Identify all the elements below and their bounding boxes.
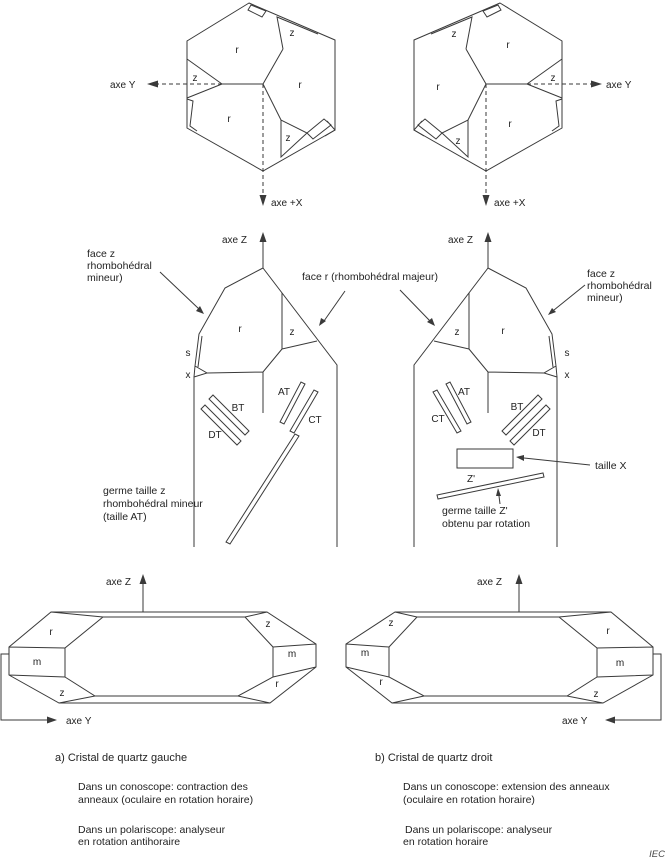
cut-label-ct: CT xyxy=(431,414,445,425)
germ-rotation-annotation-line2: obtenu par rotation xyxy=(442,518,531,530)
bottom-crystal-outline xyxy=(1,582,316,720)
bottom-left-crystal-view xyxy=(1,574,316,727)
face-label-z: z xyxy=(265,619,271,630)
germ-annotation-line3: (taille AT) xyxy=(103,511,147,523)
face-label-z: z xyxy=(289,28,295,39)
axe-y-arrowhead xyxy=(47,717,57,724)
bottom-crystal-geometry-mirrored xyxy=(346,574,661,724)
axe-y-label: axe Y xyxy=(606,80,632,91)
taille-x-label: taille X xyxy=(595,460,627,472)
axe-z-label: axe Z xyxy=(448,235,474,246)
top-right-hexagon-view xyxy=(414,3,632,209)
axe-plus-x-label: axe +X xyxy=(271,198,303,209)
face-label-z: z xyxy=(285,133,291,144)
left-caption-title: a) Cristal de quartz gauche xyxy=(55,752,188,764)
crystal-side-outline xyxy=(194,240,337,547)
hexagon-geometry xyxy=(147,3,335,206)
germ-rotation-annotation-line1: germe taille Z' xyxy=(442,505,508,517)
axe-y-label: axe Y xyxy=(110,80,136,91)
right-polariscope-line2: en rotation horaire xyxy=(403,836,489,848)
face-label-s: s xyxy=(185,348,191,359)
axe-z-arrowhead xyxy=(140,574,147,584)
axis-dashed-lines xyxy=(158,84,263,195)
left-conoscope-line2: anneaux (oculaire en rotation horaire) xyxy=(78,794,254,806)
face-label-r: r xyxy=(501,326,505,337)
face-label-r: r xyxy=(227,114,231,125)
axe-z-arrowhead xyxy=(260,232,267,242)
cut-label-at: AT xyxy=(277,387,291,398)
face-label-r: r xyxy=(379,677,383,688)
axe-y-arrowhead xyxy=(147,81,158,88)
face-label-z: z xyxy=(388,618,394,629)
face-label-r: r xyxy=(238,324,242,335)
iec-credit: IEC xyxy=(649,849,665,860)
axe-z-label: axe Z xyxy=(106,577,132,588)
cut-label-ct: CT xyxy=(308,415,322,426)
face-label-z: z xyxy=(192,73,198,84)
taille-x-arrowhead xyxy=(516,455,524,461)
z-prime-arrowhead xyxy=(496,488,501,496)
face-label-r: r xyxy=(235,45,239,56)
z-prime-germ-bar xyxy=(437,473,544,499)
germ-annotation-line2: rhombohédral mineur xyxy=(103,498,203,510)
right-conoscope-line2: (oculaire en rotation horaire) xyxy=(403,794,535,806)
axe-y-label: axe Y xyxy=(66,716,92,727)
cut-label-dt: DT xyxy=(208,430,222,441)
top-left-hexagon-view xyxy=(110,3,335,209)
captions xyxy=(55,752,665,860)
face-label-m: m xyxy=(360,648,370,659)
axe-y-label: axe Y xyxy=(562,716,588,727)
face-z-left-leader-line xyxy=(160,272,199,309)
face-label-r: r xyxy=(298,80,302,91)
germ-seed-bar xyxy=(226,434,299,544)
bottom-right-crystal-view xyxy=(346,574,661,727)
face-z-right-annotation-line2: rhombohédral xyxy=(587,280,652,292)
germ-annotation-line1: germe taille z xyxy=(103,485,166,497)
ct-cut-bar xyxy=(290,390,318,433)
face-label-r: r xyxy=(508,119,512,130)
face-z-left-annotation-line1: face z xyxy=(87,248,116,260)
face-z-right-annotation-line3: mineur) xyxy=(587,292,623,304)
axe-z-label: axe Z xyxy=(477,577,503,588)
face-label-s: s xyxy=(564,348,570,359)
axe-plus-x-label: axe +X xyxy=(494,198,526,209)
face-label-x: x xyxy=(185,370,191,381)
face-label-x: x xyxy=(564,370,570,381)
bottom-crystal-geometry xyxy=(1,574,316,724)
taille-x-blank xyxy=(457,449,513,468)
right-polariscope-line1: Dans un polariscope: analyseur xyxy=(405,824,553,836)
cut-label-bt: BT xyxy=(510,402,524,413)
face-z-right-leader-line xyxy=(554,285,585,310)
face-r-left-leader-line xyxy=(324,291,345,321)
left-conoscope-line1: Dans un conoscope: contraction des xyxy=(78,781,248,793)
hexagon-outline xyxy=(187,3,335,171)
face-label-r: r xyxy=(436,82,440,93)
face-label-m: m xyxy=(32,657,42,668)
face-label-z: z xyxy=(451,29,457,40)
face-label-m: m xyxy=(615,658,625,669)
face-r-right-leader-line xyxy=(400,290,430,321)
face-label-r: r xyxy=(506,40,510,51)
cut-label-at: AT xyxy=(457,387,471,398)
face-z-right-annotation-line1: face z xyxy=(587,268,616,280)
left-polariscope-line1: Dans un polariscope: analyseur xyxy=(78,824,226,836)
face-label-r: r xyxy=(606,626,610,637)
z-prime-label: Z' xyxy=(466,474,476,485)
cut-label-bt: BT xyxy=(231,403,245,414)
z-prime-leader-line xyxy=(499,496,500,504)
face-label-z: z xyxy=(593,689,599,700)
axe-x-arrowhead xyxy=(260,195,267,206)
face-annotations xyxy=(87,248,652,326)
cut-label-dt: DT xyxy=(532,428,546,439)
face-label-m: m xyxy=(287,649,297,660)
face-z-left-annotation-line3: mineur) xyxy=(87,272,123,284)
face-label-z: z xyxy=(454,327,460,338)
face-z-left-annotation-line2: rhombohédral xyxy=(87,260,152,272)
face-label-z: z xyxy=(550,73,556,84)
face-label-r: r xyxy=(275,679,279,690)
axe-z-label: axe Z xyxy=(222,235,248,246)
left-polariscope-line2: en rotation antihoraire xyxy=(78,836,181,848)
face-label-z: z xyxy=(455,136,461,147)
hexagon-geometry-mirrored xyxy=(414,3,602,206)
face-r-annotation: face r (rhombohédral majeur) xyxy=(302,271,438,283)
face-label-r: r xyxy=(49,627,53,638)
face-label-z: z xyxy=(289,327,295,338)
right-caption-title: b) Cristal de quartz droit xyxy=(375,752,493,764)
right-conoscope-line1: Dans un conoscope: extension des anneaux xyxy=(403,781,610,793)
face-label-z: z xyxy=(59,688,65,699)
